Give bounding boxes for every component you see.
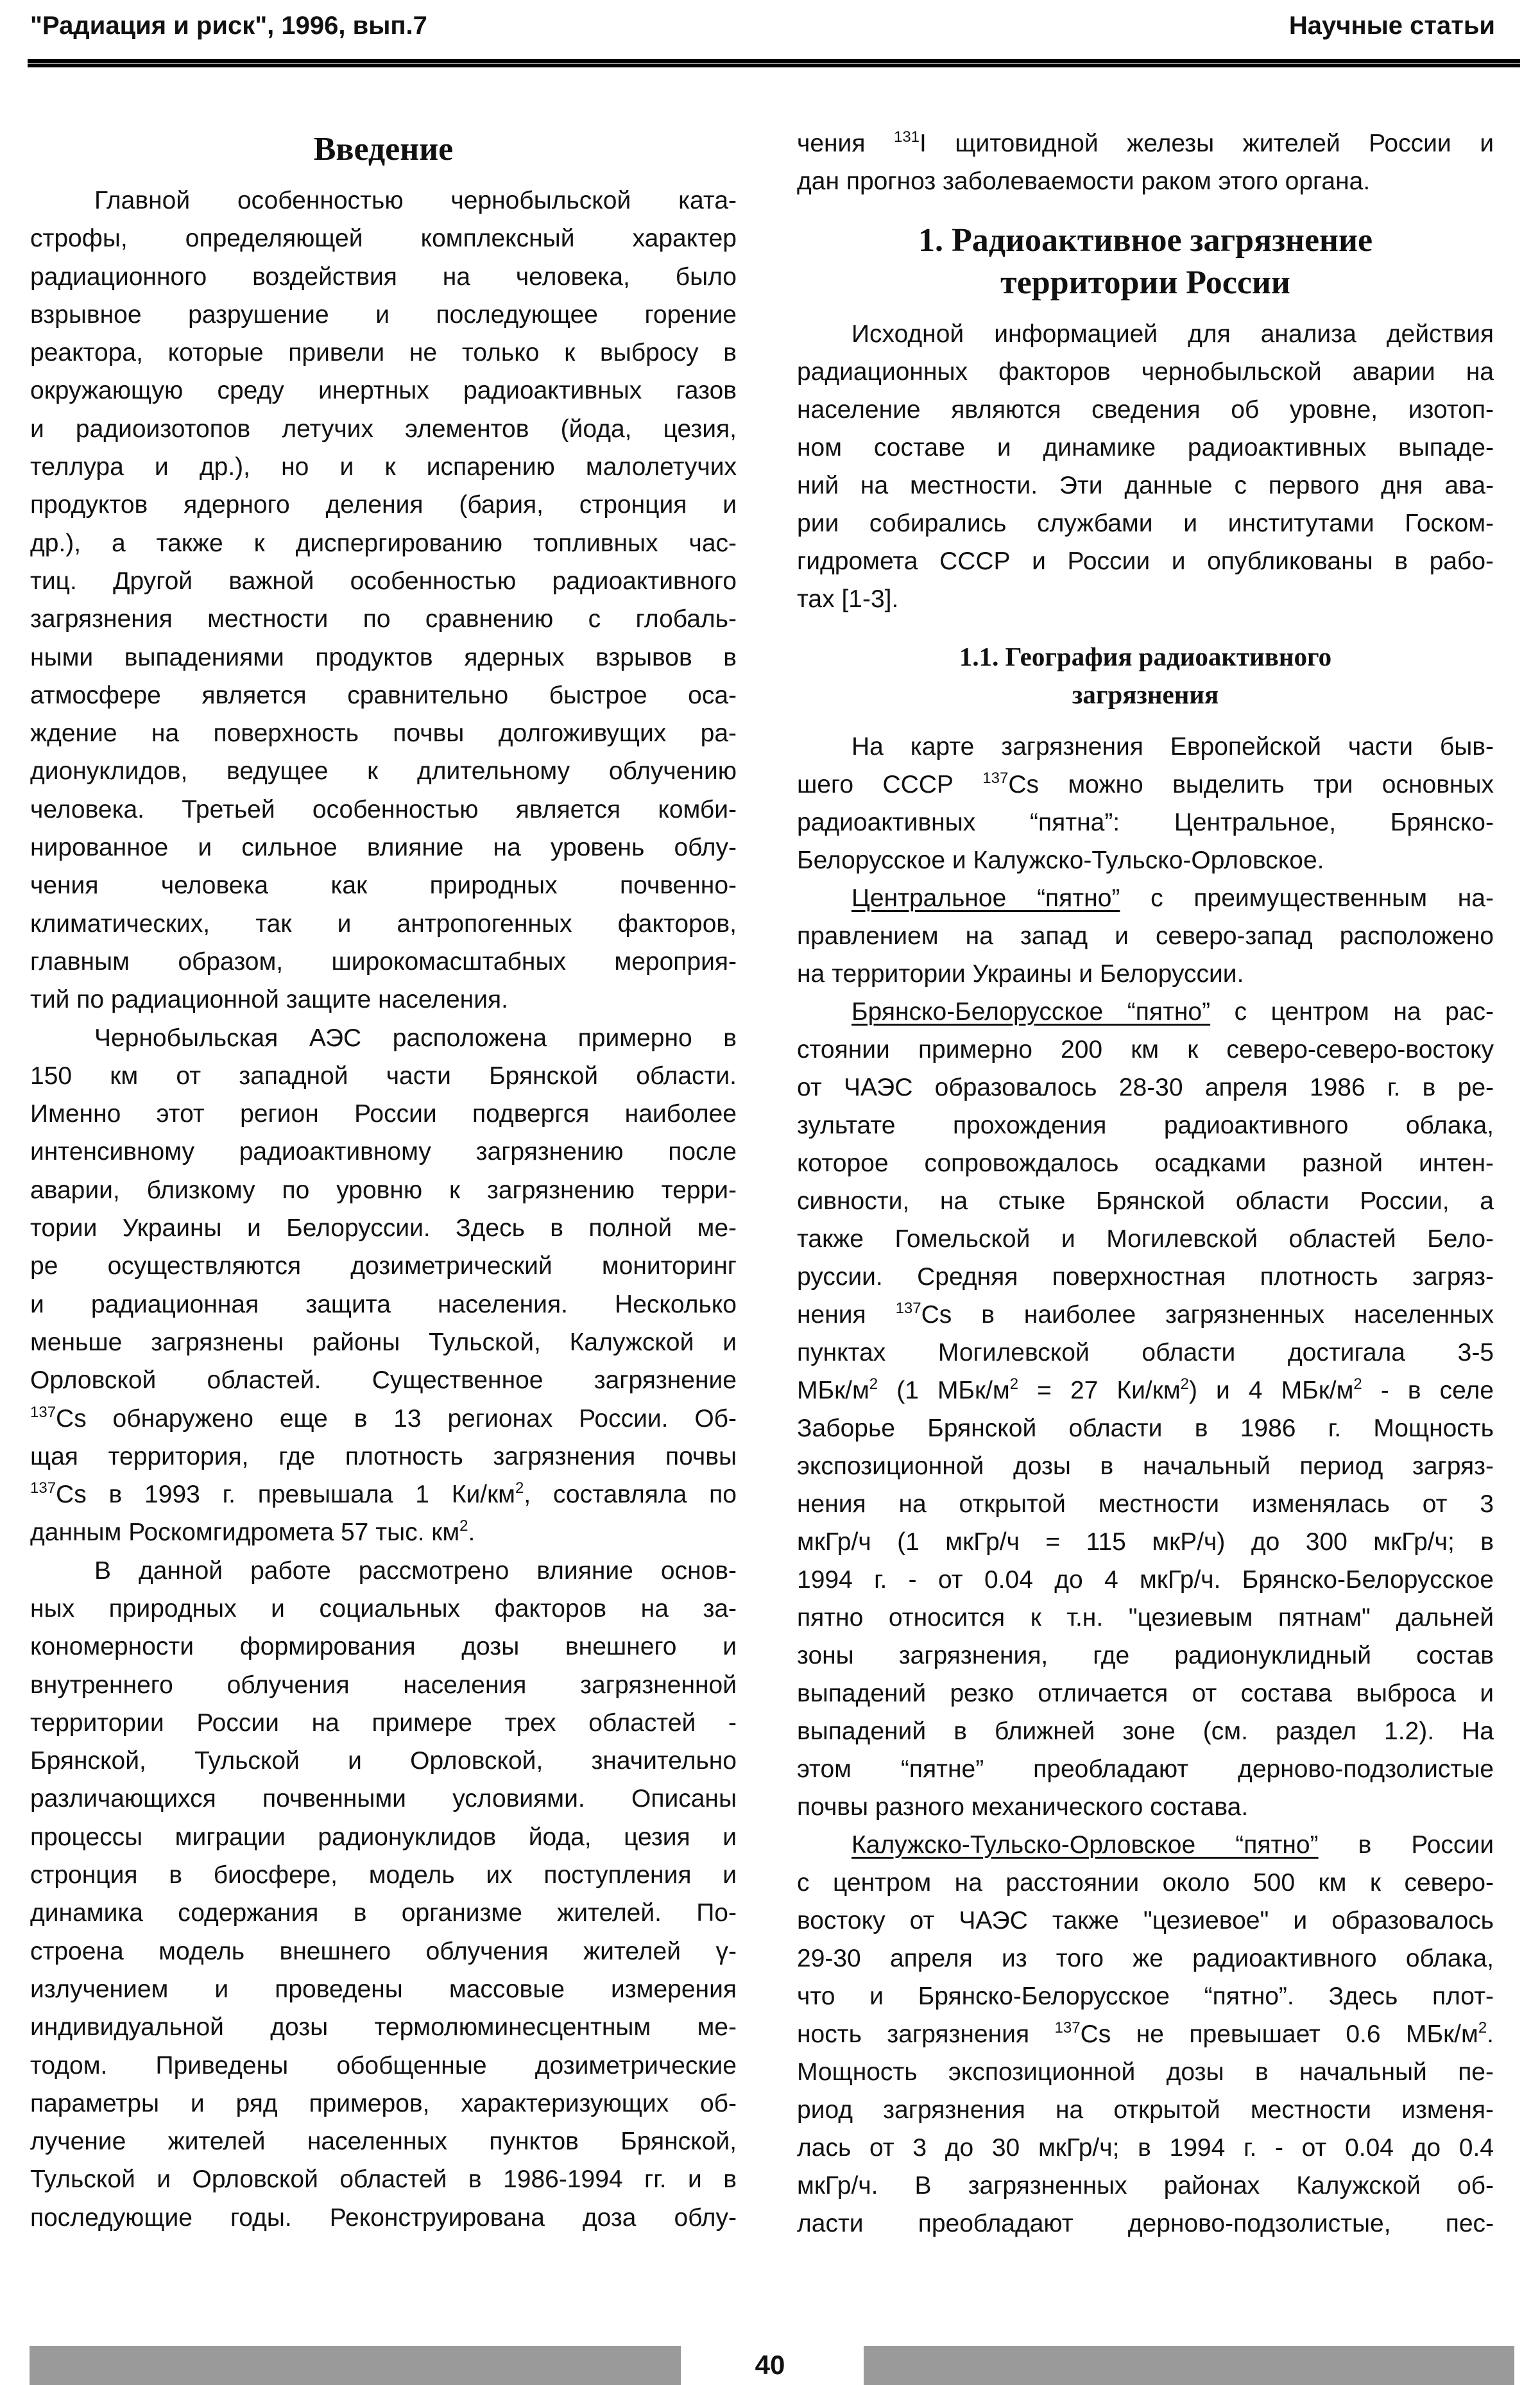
text-segment: др.), а также к диспергированию топливных час- xyxy=(30,529,737,557)
text-line xyxy=(30,639,737,676)
text-segment: нения xyxy=(797,1301,896,1329)
text-segment: лась от 3 до 30 мкГр/ч; в 1994 г. - от 0.04 до 0.4 xyxy=(797,2134,1494,2162)
superscript: 2 xyxy=(1478,2019,1487,2036)
text-segment: дан прогноз заболеваемости раком этого органа. xyxy=(797,168,1371,195)
text-line xyxy=(797,353,1494,391)
text-line xyxy=(30,1438,737,1476)
text-segment: ных природных и социальных факторов на за- xyxy=(30,1594,737,1623)
section-heading-line: территории России xyxy=(1000,264,1290,301)
text-segment: . xyxy=(1487,2020,1494,2048)
text-line xyxy=(797,1220,1494,1258)
text-line xyxy=(30,1209,737,1247)
text-segment: ре осуществляются дозиметрический мониторинг xyxy=(30,1252,737,1280)
text-line xyxy=(797,1182,1494,1220)
text-line xyxy=(797,1409,1494,1447)
text-segment: последующие годы. Реконструирована доза облу- xyxy=(30,2203,737,2232)
text-segment: и радиационная защита населения. Несколько xyxy=(30,1290,737,1318)
text-line xyxy=(30,2085,737,2122)
text-line xyxy=(30,562,737,600)
footer-bar-right xyxy=(864,2346,1514,2385)
text-line xyxy=(797,1864,1494,1902)
text-line xyxy=(797,1523,1494,1561)
text-segment: риод загрязнения на открытой местности изменя- xyxy=(797,2096,1494,2124)
text-line xyxy=(30,1933,737,1970)
text-segment: с центром на рас- xyxy=(1210,998,1494,1026)
text-line xyxy=(797,1826,1494,1864)
text-segment: кономерности формирования дозы внешнего и xyxy=(30,1633,737,1661)
paragraph xyxy=(30,182,737,1019)
text-segment: ном составе и динамике радиоактивных выпаде- xyxy=(797,434,1494,461)
text-line xyxy=(797,467,1494,504)
text-segment: этом “пятне” преобладают дерново-подзолистые xyxy=(797,1755,1494,1783)
text-segment: от ЧАЭС образовалось 28-30 апреля 1986 г. в ре- xyxy=(797,1074,1494,1101)
text-line xyxy=(30,2160,737,2198)
text-segment: ность загрязнения xyxy=(797,2020,1055,2048)
text-line xyxy=(30,334,737,372)
text-line xyxy=(30,1666,737,1704)
text-segment: рии собирались службами и институтами Госком- xyxy=(797,510,1494,537)
text-line xyxy=(797,917,1494,955)
superscript: 2 xyxy=(459,1517,468,1535)
superscript: 137 xyxy=(982,770,1009,787)
text-segment: мкГр/ч. В загрязненных районах Калужской об- xyxy=(797,2172,1494,2200)
text-line xyxy=(797,1940,1494,1977)
text-line xyxy=(30,1171,737,1209)
text-segment: В данной работе рассмотрено влияние основ- xyxy=(94,1556,737,1585)
text-segment: излучением и проведены массовые измерения xyxy=(30,1975,737,2003)
text-segment: индивидуальной дозы термолюминесцентным ме- xyxy=(30,2013,737,2042)
superscript: 131 xyxy=(893,128,920,146)
text-line xyxy=(797,1485,1494,1523)
text-line xyxy=(30,182,737,220)
text-segment: - в селе xyxy=(1362,1377,1494,1404)
text-line xyxy=(797,955,1494,993)
text-line xyxy=(30,1019,737,1057)
text-segment: Главной особенностью чернобыльской ката- xyxy=(94,187,737,214)
section-header: Научные статьи xyxy=(1288,12,1495,40)
text-segment: дионуклидов, ведущее к длительному облучению xyxy=(30,757,737,786)
text-line xyxy=(797,2129,1494,2167)
superscript: 2 xyxy=(1353,1375,1362,1393)
text-segment: сивности, на стыке Брянской области России, а xyxy=(797,1187,1494,1215)
text-line xyxy=(30,676,737,714)
text-segment: что и Брянско-Белорусское “пятно”. Здесь плот- xyxy=(797,1983,1494,2010)
text-line xyxy=(30,1818,737,1856)
text-line xyxy=(30,1590,737,1628)
text-segment: различающихся почвенными условиями. Описаны xyxy=(30,1785,737,1813)
text-segment: Орловской областей. Существенное загрязнение xyxy=(30,1366,737,1395)
text-segment: пятно относится к т.н. "цезиевым пятнам" дальней xyxy=(797,1604,1494,1632)
paragraph xyxy=(797,125,1494,200)
text-segment: Мощность экспозиционной дозы в начальный пе- xyxy=(797,2058,1494,2086)
paragraph xyxy=(797,728,1494,879)
text-line xyxy=(30,1247,737,1285)
text-line xyxy=(30,1095,737,1133)
text-line xyxy=(30,752,737,790)
text-segment: Белорусское и Калужско-Тульско-Орловское. xyxy=(797,847,1324,874)
text-line xyxy=(30,943,737,981)
text-line xyxy=(797,580,1494,618)
text-segment: руссии. Средняя поверхностная плотность загряз- xyxy=(797,1263,1494,1291)
text-segment: = 27 Ки/км xyxy=(1018,1377,1181,1404)
text-line xyxy=(797,1447,1494,1485)
text-segment: климатических, так и антропогенных факторов, xyxy=(30,909,737,938)
text-segment: щая территория, где плотность загрязнения почвы xyxy=(30,1442,737,1470)
subsection-body xyxy=(797,728,1494,2243)
text-segment: шего СССР xyxy=(797,771,983,798)
text-segment: загрязнения местности по сравнению с глобаль- xyxy=(30,605,737,633)
text-segment: тории Украины и Белоруссии. Здесь в полной ме- xyxy=(30,1214,737,1243)
section-body xyxy=(797,315,1494,618)
text-line xyxy=(797,2205,1494,2243)
text-segment: в России xyxy=(1318,1831,1494,1859)
text-segment: радиоактивных “пятна”: Центральное, Брянско- xyxy=(797,809,1494,836)
text-line xyxy=(797,1372,1494,1409)
text-line xyxy=(797,1637,1494,1675)
text-line xyxy=(30,829,737,866)
text-segment: которое сопровождалось осадками разной интен- xyxy=(797,1149,1494,1177)
text-line xyxy=(797,879,1494,917)
header-rule-bottom xyxy=(28,64,1520,67)
text-line xyxy=(30,791,737,829)
text-line xyxy=(797,1712,1494,1750)
text-line xyxy=(30,600,737,638)
superscript: 2 xyxy=(869,1375,878,1393)
text-line xyxy=(30,448,737,486)
text-line xyxy=(30,1780,737,1818)
text-segment: данным Роскомгидромета 57 тыс. км xyxy=(30,1519,460,1547)
text-segment: радиационного воздействия на человека, было xyxy=(30,263,737,291)
text-line xyxy=(797,391,1494,429)
text-line xyxy=(30,296,737,334)
text-line xyxy=(30,2047,737,2085)
text-line xyxy=(30,866,737,904)
text-segment: Cs не превышает 0.6 МБк/м xyxy=(1080,2020,1478,2048)
superscript: 137 xyxy=(30,1479,56,1497)
text-segment: . xyxy=(468,1519,475,1547)
text-segment: ждение на поверхность почвы долгоживущих ра- xyxy=(30,719,737,748)
text-line xyxy=(30,1057,737,1095)
text-segment: ний на местности. Эти данные с первого дня ава- xyxy=(797,472,1494,499)
text-segment: нированное и сильное влияние на уровень облу- xyxy=(30,834,737,862)
text-line xyxy=(30,714,737,752)
text-line xyxy=(797,728,1494,766)
text-segment: экспозиционной дозы в начальный период загряз- xyxy=(797,1452,1494,1480)
text-segment: Cs обнаружено еще в 13 регионах России. Об- xyxy=(56,1404,737,1433)
text-segment: атмосфере является сравнительно быстрое оса- xyxy=(30,681,737,709)
text-segment: чения xyxy=(797,130,894,157)
text-line xyxy=(30,1856,737,1894)
text-segment: Именно этот регион России подвергся наиболее xyxy=(30,1100,737,1128)
text-segment: 29-30 апреля из того же радиоактивного облака, xyxy=(797,1945,1494,1972)
text-segment: радиационных факторов чернобыльской аварии на xyxy=(797,358,1494,386)
text-line xyxy=(797,315,1494,353)
text-line xyxy=(797,1334,1494,1372)
text-line xyxy=(30,1361,737,1399)
superscript: 2 xyxy=(515,1479,524,1497)
intro-body xyxy=(30,182,737,2237)
text-segment: внутреннего облучения населения загрязненной xyxy=(30,1671,737,1699)
text-segment: также Гомельской и Могилевской областей Бело- xyxy=(797,1225,1494,1253)
text-segment: I щитовидной железы жителей России и xyxy=(920,130,1494,157)
text-line xyxy=(797,504,1494,542)
text-segment: строена модель внешнего облучения жителей γ- xyxy=(30,1937,737,1965)
page-number: 40 xyxy=(755,2350,785,2380)
text-segment: мкГр/ч (1 мкГр/ч = 115 мкР/ч) до 300 мкГр/ч; в xyxy=(797,1528,1494,1556)
text-line xyxy=(30,2122,737,2160)
text-segment: Cs в 1993 г. превышала 1 Ки/км xyxy=(56,1481,515,1509)
text-segment: на территории Украины и Белоруссии. xyxy=(797,960,1244,988)
paragraph xyxy=(797,1826,1494,2243)
paragraph xyxy=(797,315,1494,618)
text-segment: , составляла по xyxy=(524,1481,737,1509)
text-line xyxy=(797,1599,1494,1637)
text-line xyxy=(797,2167,1494,2205)
text-line xyxy=(797,1750,1494,1788)
text-segment: и радиоизотопов летучих элементов (йода, цезия, xyxy=(30,415,737,443)
text-line xyxy=(30,905,737,943)
text-segment: стоянии примерно 200 км к северо-северо-востоку xyxy=(797,1036,1494,1063)
text-segment: параметры и ряд примеров, характеризующих об- xyxy=(30,2089,737,2117)
text-segment: Брянской, Тульской и Орловской, значительно xyxy=(30,1747,737,1775)
text-segment: выпадений в ближней зоне (см. раздел 1.2). На xyxy=(797,1718,1494,1745)
text-segment: строфы, определяющей комплексный характер xyxy=(30,225,737,253)
text-segment: МБк/м xyxy=(797,1377,869,1404)
text-line xyxy=(797,1258,1494,1296)
text-line xyxy=(30,2008,737,2046)
text-segment: человека. Третьей особенностью является комби- xyxy=(30,795,737,823)
text-segment: 1994 г. - от 0.04 до 4 мкГр/ч. Брянско-Белорусское xyxy=(797,1566,1494,1594)
text-line xyxy=(797,841,1494,879)
text-segment: почвы разного механического состава. xyxy=(797,1793,1249,1821)
text-line xyxy=(797,2015,1494,2053)
text-segment: востоку от ЧАЭС также "цезиевое" и образовалось xyxy=(797,1907,1494,1934)
text-segment: теллура и др.), но и к испарению малолетучих xyxy=(30,453,737,481)
text-segment: Cs в наиболее загрязненных населенных xyxy=(921,1301,1494,1329)
text-line xyxy=(30,981,737,1019)
header-rule-top xyxy=(28,59,1520,63)
text-segment: нения на открытой местности изменялась от 3 xyxy=(797,1490,1494,1518)
continuation-text xyxy=(797,125,1494,200)
text-segment: зоны загрязнения, где радионуклидный состав xyxy=(797,1642,1494,1669)
superscript: 2 xyxy=(1180,1375,1189,1393)
text-line xyxy=(797,804,1494,841)
paragraph xyxy=(30,1019,737,1552)
text-segment: тах [1-3]. xyxy=(797,585,899,613)
text-segment: с центром на расстоянии около 500 км к северо- xyxy=(797,1869,1494,1897)
text-segment: процессы миграции радионуклидов йода, цезия и xyxy=(30,1823,737,1851)
text-line xyxy=(30,486,737,524)
text-segment: 150 км от западной части Брянской области. xyxy=(30,1062,737,1090)
subsection-heading xyxy=(797,638,1494,714)
text-segment: продуктов ядерного деления (бария, стронция и xyxy=(30,491,737,519)
paragraph xyxy=(797,993,1494,1826)
text-segment: стронция в биосфере, модель их поступления и xyxy=(30,1861,737,1890)
text-segment: Исходной информацией для анализа действия xyxy=(851,320,1494,348)
text-line xyxy=(30,1513,737,1551)
section-heading xyxy=(797,220,1494,304)
text-line xyxy=(30,1628,737,1666)
text-segment: тий по радиационной защите населения. xyxy=(30,986,508,1014)
text-line xyxy=(797,1561,1494,1599)
text-segment: тиц. Другой важной особенностью радиоактивного xyxy=(30,567,737,595)
text-segment: гидромета СССР и России и опубликованы в рабо- xyxy=(797,547,1494,575)
text-line xyxy=(30,1704,737,1742)
section-heading-line: 1. Радиоактивное загрязнение xyxy=(918,222,1373,259)
superscript: 137 xyxy=(895,1300,921,1317)
text-line xyxy=(30,1894,737,1932)
text-segment: (1 МБк/м xyxy=(878,1377,1010,1404)
text-segment: меньше загрязнены районы Тульской, Калужской и xyxy=(30,1328,737,1356)
text-segment: выпадений резко отличается от состава выброса и xyxy=(797,1680,1494,1707)
text-line xyxy=(30,1476,737,1513)
text-line xyxy=(797,1296,1494,1334)
text-line xyxy=(797,1902,1494,1940)
text-line xyxy=(30,372,737,409)
subsection-heading-line: загрязнения xyxy=(1072,680,1219,709)
text-line xyxy=(797,125,1494,162)
text-segment: окружающую среду инертных радиоактивных газов xyxy=(30,377,737,405)
text-segment: Заборье Брянской области в 1986 г. Мощность xyxy=(797,1415,1494,1442)
text-line xyxy=(30,410,737,448)
text-segment: взрывное разрушение и последующее горение xyxy=(30,300,737,329)
text-line xyxy=(30,1970,737,2008)
text-segment: главным образом, широкомасштабных мероприя- xyxy=(30,947,737,976)
text-line xyxy=(30,1286,737,1323)
text-segment: правлением на запад и северо-запад расположено xyxy=(797,922,1494,950)
text-line xyxy=(30,220,737,257)
text-segment: чения человека как природных почвенно- xyxy=(30,872,737,900)
text-line xyxy=(797,2091,1494,2129)
text-line xyxy=(30,2199,737,2237)
text-segment: интенсивному радиоактивному загрязнению после xyxy=(30,1138,737,1166)
text-segment: зультате прохождения радиоактивного облака, xyxy=(797,1112,1494,1139)
text-line xyxy=(797,429,1494,467)
text-segment: ными выпадениями продуктов ядерных взрывов в xyxy=(30,643,737,671)
text-segment: ) и 4 МБк/м xyxy=(1189,1377,1354,1404)
text-line xyxy=(797,1031,1494,1069)
text-segment: Чернобыльская АЭС расположена примерно в xyxy=(94,1024,737,1052)
text-line xyxy=(30,1552,737,1590)
text-line xyxy=(30,1133,737,1171)
text-segment: Тульской и Орловской областей в 1986-1994 гг. и в xyxy=(30,2165,737,2194)
underlined-term: Калужско-Тульско-Орловское “пятно” xyxy=(851,1831,1319,1859)
text-line xyxy=(797,162,1494,200)
text-segment: динамика содержания в организме жителей. По- xyxy=(30,1899,737,1927)
text-line xyxy=(30,258,737,296)
underlined-term: Брянско-Белорусское “пятно” xyxy=(851,998,1211,1026)
superscript: 137 xyxy=(1054,2019,1081,2036)
intro-heading: Введение xyxy=(313,131,454,168)
text-segment: аварии, близкому по уровню к загрязнению терри- xyxy=(30,1176,737,1204)
text-segment: пунктах Могилевской области достигала 3-5 xyxy=(797,1339,1494,1366)
text-segment: реактора, которые привели не только к выбросу в xyxy=(30,339,737,367)
text-segment: лучение жителей населенных пунктов Брянской, xyxy=(30,2128,737,2156)
text-segment: население являются сведения об уровне, изотоп- xyxy=(797,396,1494,424)
paragraph xyxy=(30,1552,737,2237)
text-line xyxy=(30,1400,737,1438)
text-segment: ласти преобладают дерново-подзолистые, пес- xyxy=(797,2210,1494,2237)
underlined-term: Центральное “пятно” xyxy=(851,884,1120,912)
text-line xyxy=(797,993,1494,1031)
text-segment: территории России на примере трех областей - xyxy=(30,1709,737,1737)
text-line xyxy=(797,542,1494,580)
text-segment: На карте загрязнения Европейской части быв- xyxy=(851,733,1494,761)
text-segment: тодом. Приведены обобщенные дозиметрические xyxy=(30,2051,737,2079)
text-line xyxy=(30,1323,737,1361)
text-segment: с преимущественным на- xyxy=(1120,884,1494,912)
text-line xyxy=(797,1977,1494,2015)
text-line xyxy=(797,1106,1494,1144)
text-line xyxy=(797,2053,1494,2091)
text-line xyxy=(797,1069,1494,1106)
superscript: 137 xyxy=(30,1403,56,1421)
text-segment: Cs можно выделить три основных xyxy=(1008,771,1494,798)
text-line xyxy=(30,1742,737,1780)
text-line xyxy=(797,1675,1494,1712)
text-line xyxy=(797,1144,1494,1182)
journal-header: "Радиация и риск", 1996, вып.7 xyxy=(30,12,427,40)
subsection-heading-line: 1.1. География радиоактивного xyxy=(959,642,1332,671)
text-line xyxy=(797,766,1494,804)
text-line xyxy=(797,1788,1494,1826)
superscript: 2 xyxy=(1009,1375,1019,1393)
paragraph xyxy=(797,879,1494,993)
text-line xyxy=(30,524,737,562)
footer-bar-left xyxy=(30,2346,681,2385)
